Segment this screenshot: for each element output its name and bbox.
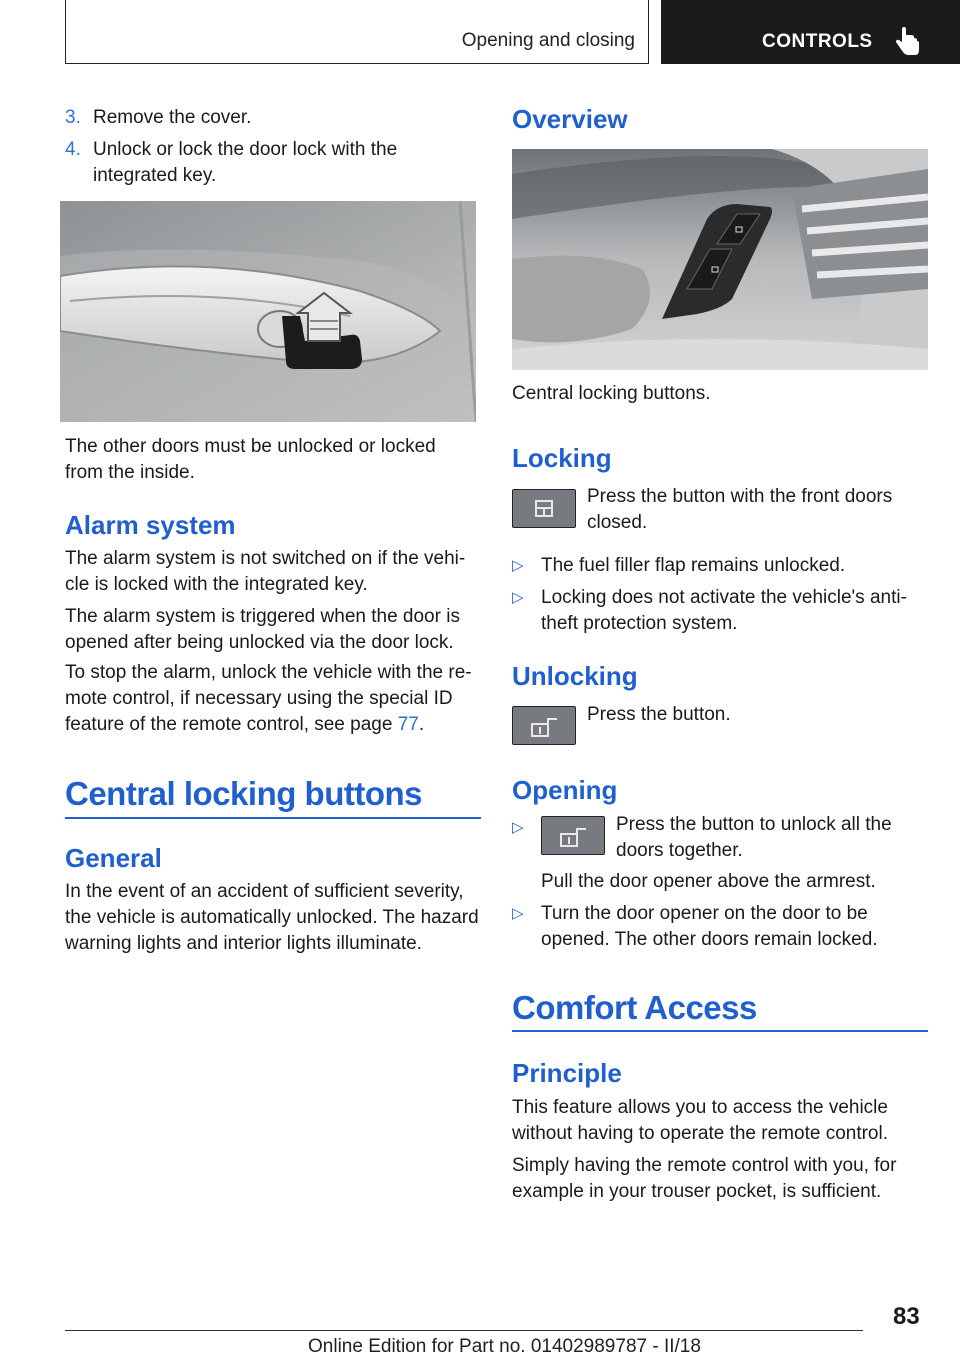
locking-text: Press the button with the front doors closed.: [587, 486, 893, 533]
pointing-hand-icon: [893, 26, 923, 58]
alarm-text-3b: .: [418, 714, 425, 735]
bullet-text: The fuel filler flap remains unlocked.: [541, 555, 846, 576]
unlocking-text: Press the button.: [587, 704, 731, 725]
overview-caption: Central locking buttons.: [512, 383, 711, 404]
comfort-access-heading: Comfort Access: [512, 989, 757, 1026]
alarm-text-1: The alarm system is not switched on if the vehi-cle is locked with the integrated key.: [65, 548, 466, 595]
page-link[interactable]: 77: [397, 714, 419, 735]
unlock-button-icon: [541, 816, 605, 855]
step-text: Unlock or lock the door lock with the integrated key.: [93, 139, 398, 186]
alarm-text-3a: To stop the alarm, unlock the vehicle with the re-mote control, if necessary using the special ID feature of the remote control, see page: [65, 662, 472, 735]
section-rule: [512, 1030, 928, 1032]
unlock-button-icon: [512, 706, 576, 745]
central-locking-heading: Central locking buttons: [65, 775, 423, 812]
step-number: 3.: [65, 107, 81, 128]
step-number: 4.: [65, 139, 81, 160]
general-text: In the event of an accident of sufficient severity, the vehicle is automatically unlocked. The hazard warning lights and interior lights illuminate.: [65, 881, 479, 954]
page-number: 83: [893, 1303, 920, 1330]
alarm-text-2: The alarm system is triggered when the door is opened after being unlocked via the door lock.: [65, 606, 460, 653]
bullet-text: Turn the door opener on the door to be opened. The other doors remain locked.: [541, 903, 878, 950]
opening-bullet-2: [512, 901, 928, 953]
section-title: Opening and closing: [461, 30, 635, 51]
locking-heading: Locking: [512, 443, 612, 473]
alarm-heading: Alarm system: [65, 510, 236, 540]
door-note: The other doors must be unlocked or locked from the inside.: [65, 436, 436, 483]
bullet-triangle-icon: ▷: [512, 557, 524, 574]
alarm-text-3: [65, 660, 477, 738]
section-rule: [65, 817, 481, 819]
chapter-title: CONTROLS: [762, 31, 873, 52]
general-heading: General: [65, 843, 162, 873]
bullet-text: Locking does not activate the vehicle's anti-theft protection system.: [541, 587, 907, 634]
principle-heading: Principle: [512, 1058, 622, 1088]
step-3: [65, 105, 470, 131]
footer-rule: [65, 1330, 863, 1331]
bullet-triangle-icon: ▷: [512, 905, 524, 922]
opening-heading: Opening: [512, 775, 618, 805]
locking-bullet-2: [512, 585, 928, 637]
bullet-triangle-icon: ▷: [512, 819, 524, 836]
principle-text-2: Simply having the remote control with you, for example in your trouser pocket, is sufficient.: [512, 1155, 897, 1202]
overview-heading: Overview: [512, 104, 628, 134]
door-handle-image: [60, 201, 476, 422]
central-locking-buttons-image: [512, 149, 928, 370]
unlocking-heading: Unlocking: [512, 661, 638, 691]
step-4: [65, 137, 470, 189]
locking-bullet-1: [512, 553, 928, 579]
principle-text-1: This feature allows you to access the vehicle without having to operate the remote control.: [512, 1097, 889, 1144]
bullet-triangle-icon: ▷: [512, 589, 524, 606]
opening-sub-text: Pull the door opener above the armrest.: [541, 871, 876, 892]
edition-text: Online Edition for Part no. 01402989787 - II/18: [308, 1336, 701, 1357]
step-text: Remove the cover.: [93, 107, 252, 128]
lock-button-icon: [512, 489, 576, 528]
opening-bullet-1: Press the button to unlock all the doors together.: [616, 814, 892, 861]
